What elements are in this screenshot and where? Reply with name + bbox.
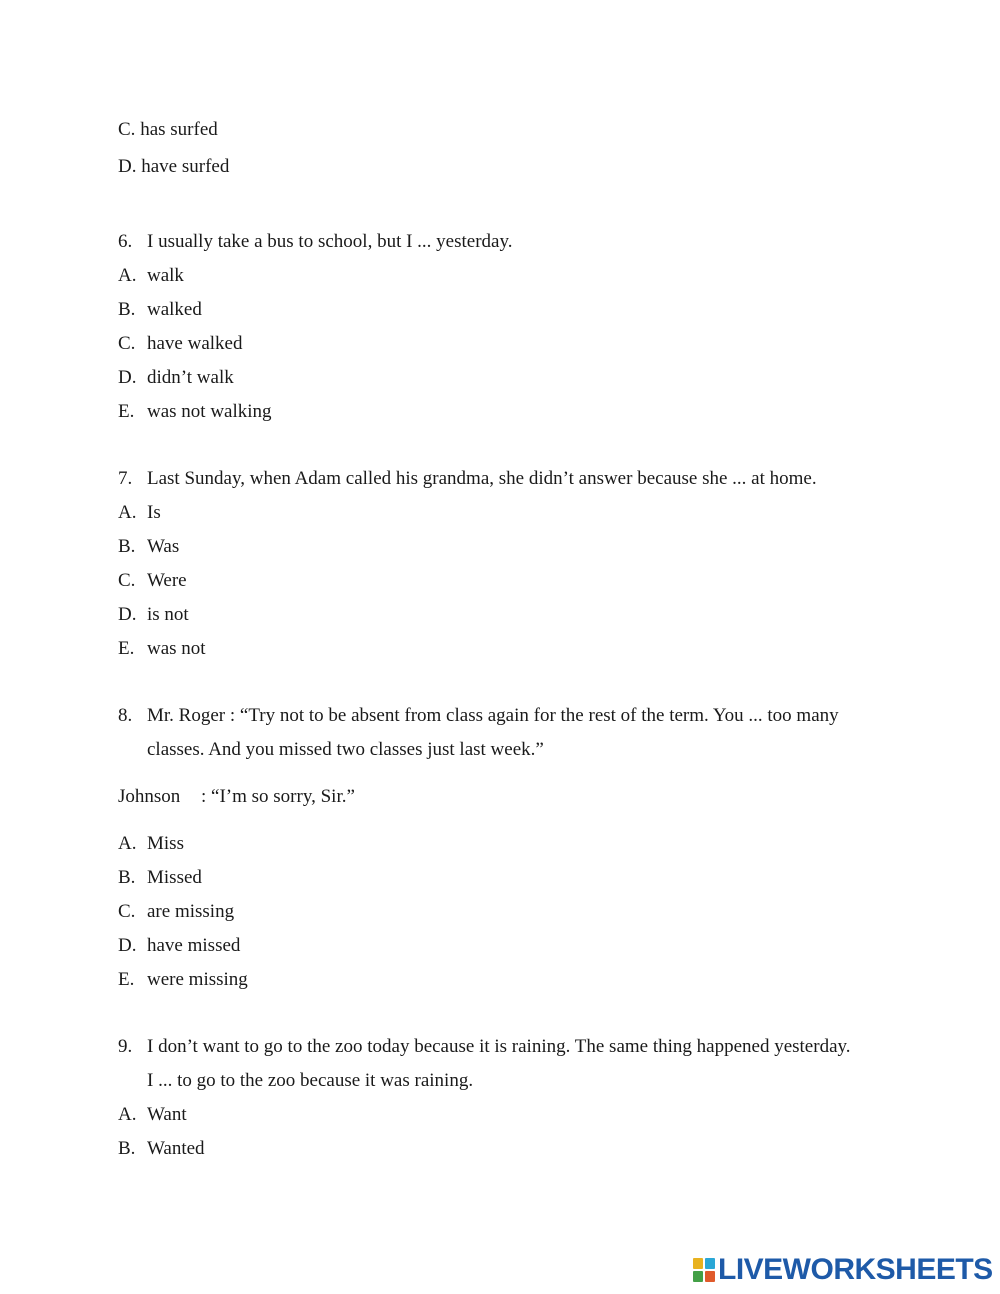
question-9-stem-continued xyxy=(147,1069,473,1093)
question-number: 9. xyxy=(118,1036,133,1057)
q8-option-d xyxy=(118,934,240,958)
question-8-stem xyxy=(118,704,839,728)
option-text: walk xyxy=(147,265,184,286)
option-letter: C. xyxy=(118,570,136,591)
option-letter: C. xyxy=(118,119,136,140)
option-text: have missed xyxy=(147,935,241,956)
option-text: was not walking xyxy=(147,401,272,422)
logo-tile-l xyxy=(693,1258,703,1269)
option-text: Were xyxy=(147,570,187,591)
q7-option-d xyxy=(118,603,189,627)
logo-tile-v xyxy=(693,1271,703,1282)
question-text: I don’t want to go to the zoo today because it is raining. The same thing happened yesterday. xyxy=(147,1036,851,1057)
option-text: is not xyxy=(147,604,189,625)
option-letter: C. xyxy=(118,333,136,354)
question-7-stem xyxy=(118,467,817,491)
option-text: Missed xyxy=(147,867,202,888)
q7-option-c xyxy=(118,569,187,593)
option-letter: D. xyxy=(118,935,137,956)
option-letter: E. xyxy=(118,638,135,659)
option-text: Miss xyxy=(147,833,184,854)
question-6-stem xyxy=(118,230,513,254)
logo-tile-e xyxy=(705,1271,715,1282)
option-text: was not xyxy=(147,638,206,659)
option-letter: D. xyxy=(118,604,137,625)
q8-option-a xyxy=(118,832,184,856)
option-letter: A. xyxy=(118,1104,137,1125)
option-text: didn’t walk xyxy=(147,367,234,388)
question-8-stem-continued xyxy=(147,738,544,762)
option-letter: A. xyxy=(118,833,137,854)
q6-option-d xyxy=(118,366,234,390)
question-9-stem xyxy=(118,1035,851,1059)
option-letter: B. xyxy=(118,299,136,320)
option-letter: B. xyxy=(118,1138,136,1159)
option-letter: D. xyxy=(118,367,137,388)
option-text: have walked xyxy=(147,333,243,354)
q9-option-b xyxy=(118,1137,205,1161)
question-text: I usually take a bus to school, but I ... yesterday. xyxy=(147,231,513,252)
option-text: are missing xyxy=(147,901,235,922)
q6-option-b xyxy=(118,298,202,322)
option-text: Wanted xyxy=(147,1138,205,1159)
option-text: Want xyxy=(147,1104,187,1125)
q8-option-e xyxy=(118,968,248,992)
q7-option-b xyxy=(118,535,179,559)
question-text: Mr. Roger : “Try not to be absent from class again for the rest of the term. You ... too many xyxy=(147,705,839,726)
option-letter: C. xyxy=(118,901,136,922)
question-text: Last Sunday, when Adam called his grandma, she didn’t answer because she ... at home. xyxy=(147,468,817,489)
option-letter: B. xyxy=(118,867,136,888)
q8-option-c xyxy=(118,900,234,924)
reply-text: : “I’m so sorry, Sir.” xyxy=(201,786,355,807)
logo-tile-i xyxy=(705,1258,715,1269)
option-text: Was xyxy=(147,536,180,557)
q7-option-e xyxy=(118,637,206,661)
option-letter: A. xyxy=(118,502,137,523)
q7-option-a xyxy=(118,501,161,525)
option-letter: E. xyxy=(118,969,135,990)
q6-option-e xyxy=(118,400,272,424)
brand-name: LIVEWORKSHEETS xyxy=(718,1253,993,1286)
q6-option-a xyxy=(118,264,184,288)
question-number: 7. xyxy=(118,468,133,489)
question-8-reply xyxy=(118,785,355,809)
option-letter: A. xyxy=(118,265,137,286)
question-text: I ... to go to the zoo because it was raining. xyxy=(147,1070,474,1091)
prev-option-d xyxy=(118,155,229,179)
option-letter: B. xyxy=(118,536,136,557)
question-text: classes. And you missed two classes just last week.” xyxy=(147,739,544,760)
option-text: were missing xyxy=(147,969,248,990)
option-text: has surfed xyxy=(140,119,218,140)
prev-option-c xyxy=(118,118,218,142)
option-text: walked xyxy=(147,299,202,320)
liveworksheets-logo xyxy=(693,1254,993,1286)
q6-option-c xyxy=(118,332,242,356)
liveworksheets-icon xyxy=(693,1258,715,1282)
option-letter: D. xyxy=(118,156,137,177)
option-text: have surfed xyxy=(141,156,230,177)
speaker-name: Johnson xyxy=(118,786,181,807)
question-number: 8. xyxy=(118,705,133,726)
q8-option-b xyxy=(118,866,202,890)
option-letter: E. xyxy=(118,401,135,422)
q9-option-a xyxy=(118,1103,187,1127)
option-text: Is xyxy=(147,502,161,523)
question-number: 6. xyxy=(118,231,133,252)
